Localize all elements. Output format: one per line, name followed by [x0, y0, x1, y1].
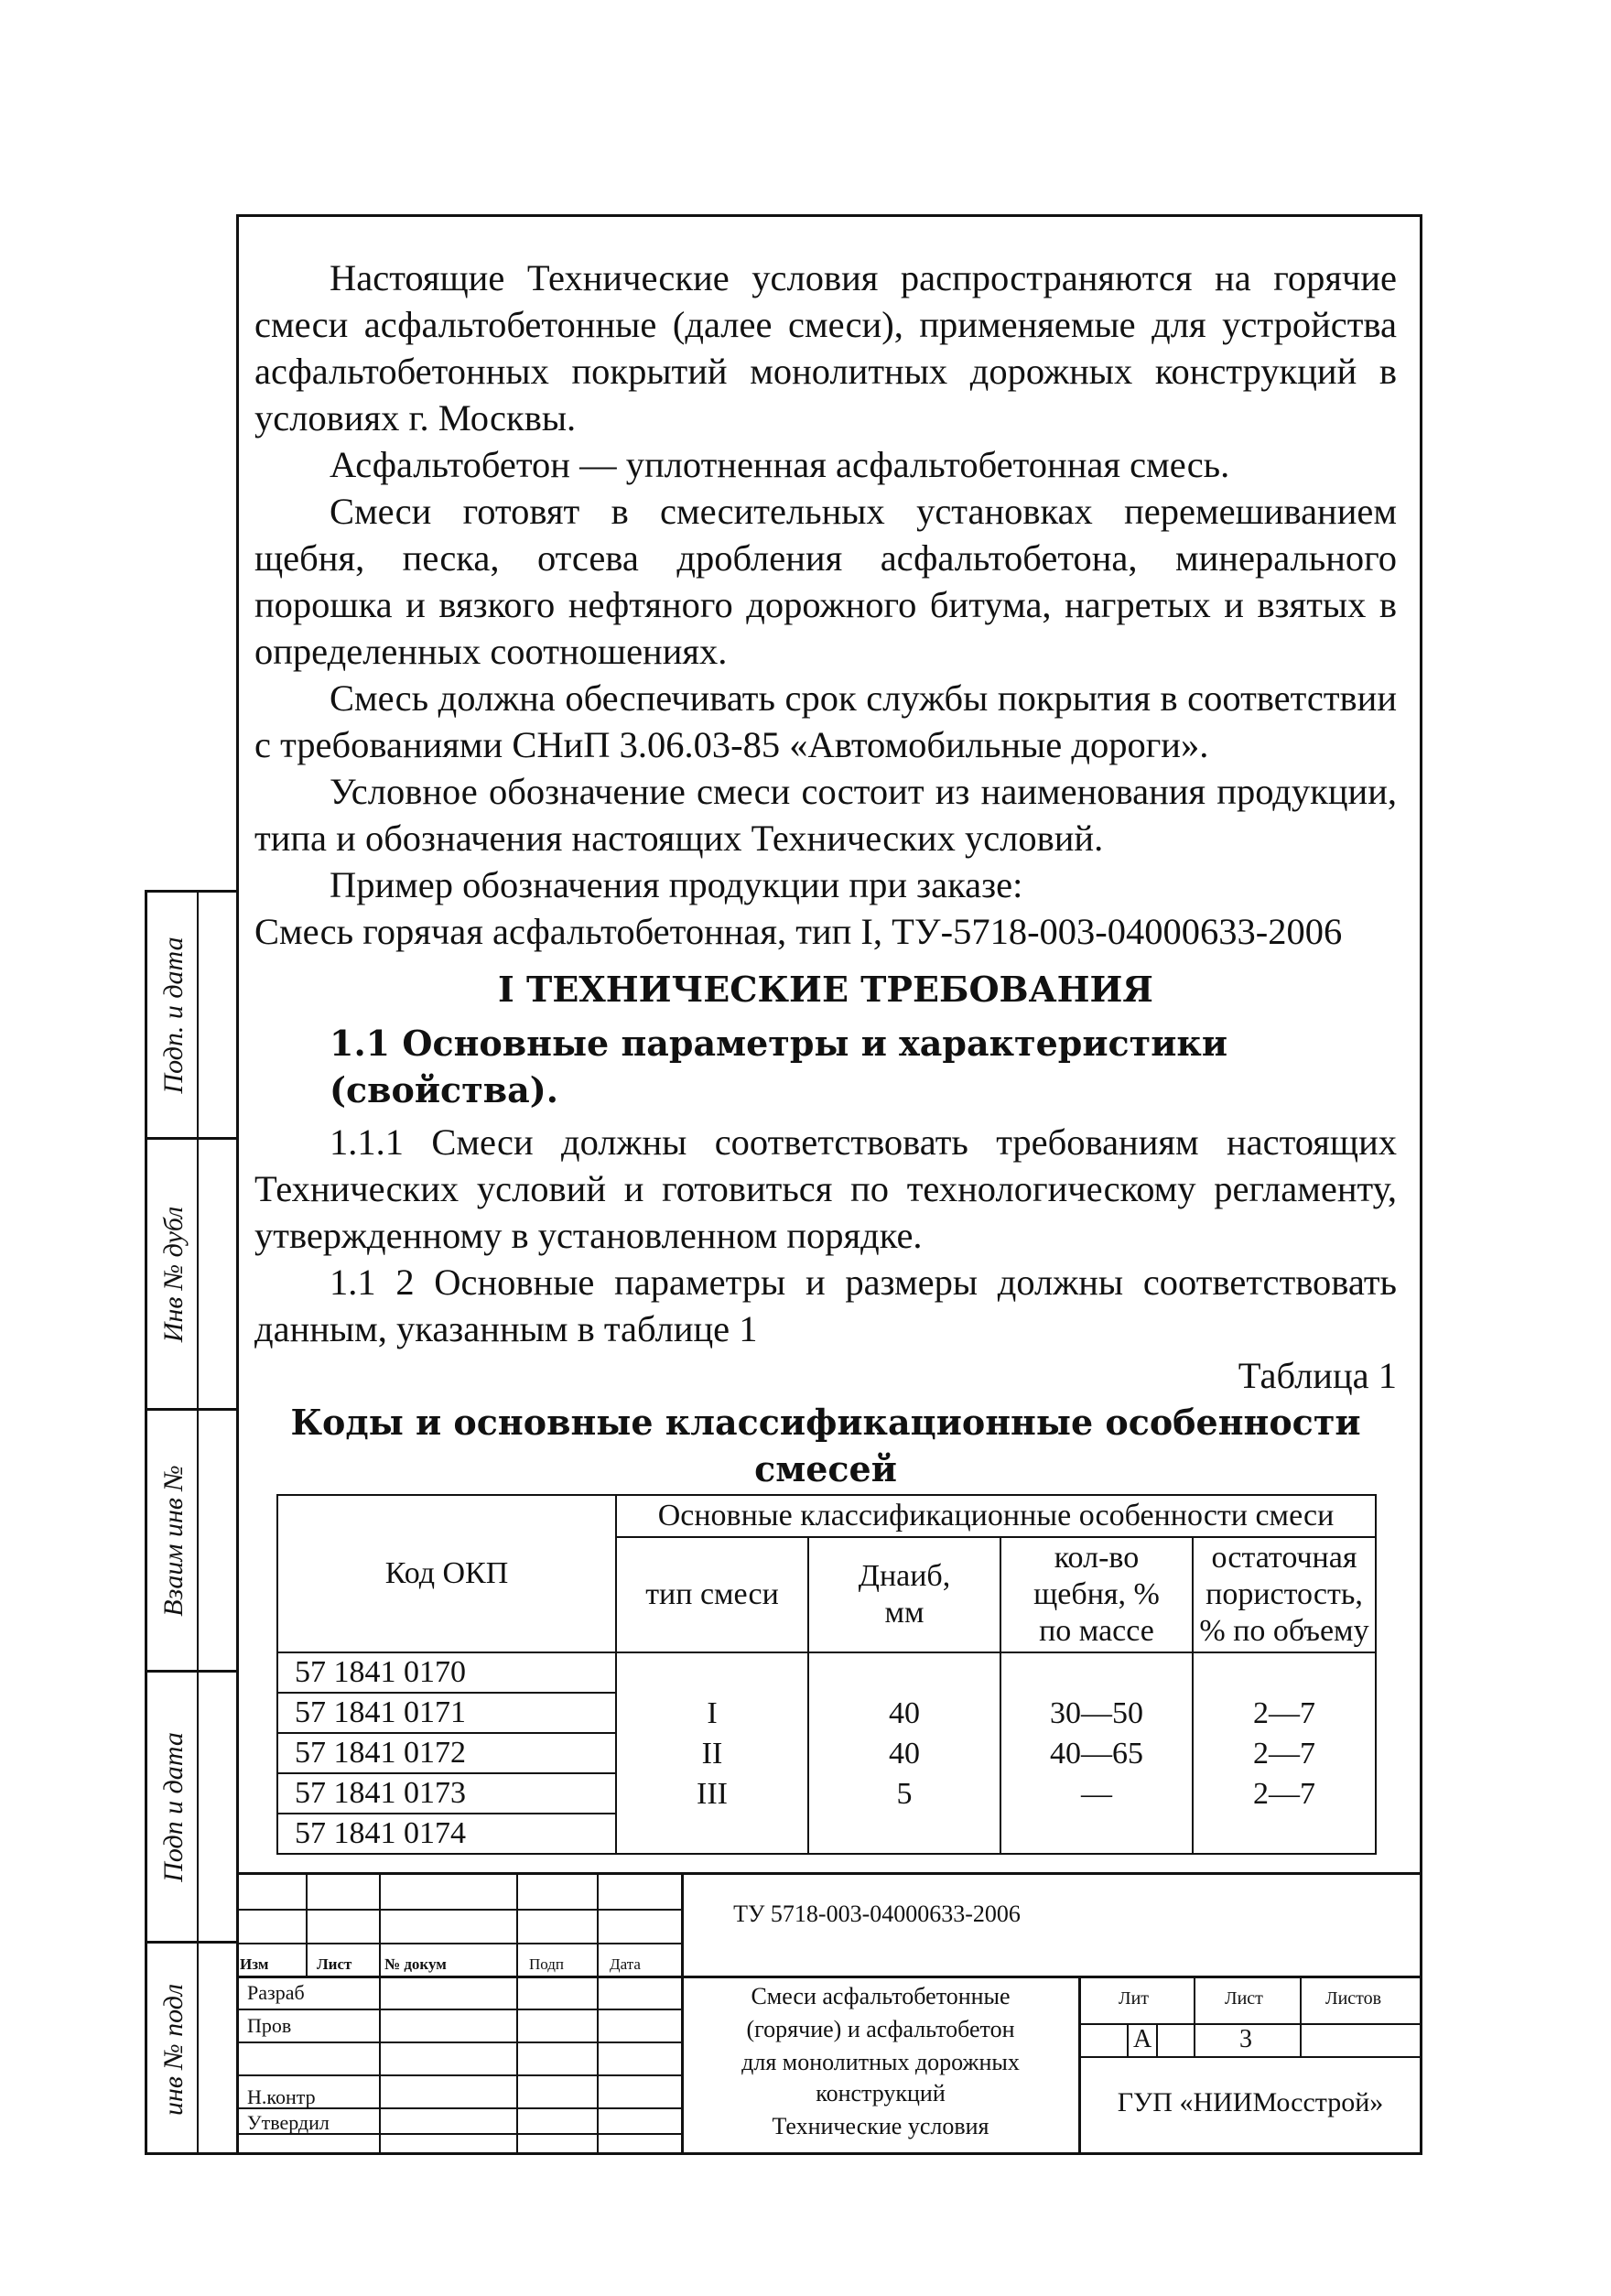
dmax-value: 40: [889, 1737, 920, 1771]
section-title: I ТЕХНИЧЕСКИЕ ТРЕБОВАНИЯ: [498, 969, 1153, 1010]
mix-type-values: [616, 1652, 808, 1854]
table-caption: Коды и основные классификационные особенности смесей: [290, 1402, 1361, 1489]
header-dmax-line1: Днаиб,: [858, 1559, 951, 1593]
subsection-title: 1.1 Основные параметры и характеристики (свойства).: [330, 1023, 1228, 1110]
gravel-values: [1000, 1652, 1193, 1854]
porosity-value: 2—7: [1253, 1777, 1315, 1811]
tb-line: [516, 1875, 518, 2155]
col-dokum: № докум: [384, 1955, 447, 1973]
tb-line: [236, 2074, 681, 2076]
label-sheets: Листов: [1325, 1988, 1382, 2009]
side-cell-sign-date-2: [147, 1673, 239, 1944]
product-name-line5: Технические условия: [772, 2113, 989, 2139]
dmax-value: 5: [896, 1777, 913, 1811]
col-data: Дата: [610, 1955, 641, 1973]
dmax-values: [808, 1652, 1000, 1854]
header-porosity: [1193, 1537, 1376, 1652]
organization: ГУП «НИИМосстрой»: [1117, 2087, 1384, 2117]
header-dmax-line2: мм: [884, 1596, 924, 1630]
header-group: Основные классификационные особенности смеси: [616, 1495, 1376, 1537]
header-porosity-line1: остаточная: [1211, 1541, 1357, 1575]
paragraph-example-intro: Пример обозначения продукции при заказе:: [330, 864, 1023, 905]
product-name-line2: (горячие) и асфальтобетон: [746, 2016, 1015, 2042]
tb-line: [236, 1909, 681, 1911]
okp-code: 57 1841 0174: [295, 1816, 466, 1850]
gravel-value: 30—50: [1050, 1696, 1143, 1730]
row-nkontr: Н.контр: [247, 2085, 316, 2108]
document-body: [254, 255, 1397, 1492]
mix-type-value: I: [707, 1696, 718, 1730]
side-cell-mutual-inv: [147, 1411, 239, 1673]
mix-type-value: III: [697, 1777, 728, 1811]
lit-value: А: [1133, 2025, 1152, 2053]
side-label-dup-inv: Инв № дубл: [158, 1206, 189, 1342]
tb-line: [236, 1943, 681, 1944]
header-gravel-line2: щебня, %: [1033, 1577, 1160, 1611]
col-list: Лист: [317, 1955, 352, 1973]
okp-code: 57 1841 0171: [278, 1694, 615, 1734]
header-porosity-line3: % по объему: [1199, 1614, 1369, 1648]
tb-line: [1300, 1976, 1302, 2056]
label-sheet: Лист: [1225, 1988, 1263, 2009]
tb-line: [1194, 1976, 1195, 2056]
gravel-value: 40—65: [1050, 1737, 1143, 1771]
side-label-sign-date: Подп. и дата: [158, 936, 189, 1094]
header-mix-type: тип смеси: [616, 1537, 808, 1652]
side-label-box: [151, 893, 199, 1137]
tb-line: [1127, 2025, 1129, 2056]
tb-divider: [681, 1875, 684, 2155]
product-name-line3: для монолитных дорожных: [741, 2049, 1020, 2075]
tb-line: [236, 2041, 681, 2043]
paragraph-scope: Настоящие Технические условия распространяются на горячие смеси асфальтобетонные (далее смеси), применяемые для устройства асфальтобетонных покрытий монолитных дорожных конструкций в условиях г. Москвы.: [254, 257, 1397, 439]
mix-type-value: II: [701, 1737, 723, 1771]
tb-line: [1078, 2056, 1422, 2058]
col-izm: Изм: [240, 1955, 269, 1973]
tb-line: [1156, 2025, 1158, 2056]
okp-code: 57 1841 0173: [278, 1774, 615, 1814]
title-block: [236, 1872, 1422, 2155]
side-cell-orig-inv: [147, 1944, 239, 2155]
paragraph-preparation: Смеси готовят в смесительных установках перемешиванием щебня, песка, отсева дробления асфальтобетона, минерального порошка и вязкого нефтяного дорожного битума, нагретых и взятых в определенных соотношениях.: [254, 491, 1397, 672]
clause-1-1-1: 1.1.1 Смеси должны соответствовать требованиям настоящих Технических условий и готовиться по технологическому регламенту, утвержденному в установленном порядке.: [254, 1121, 1397, 1256]
header-gravel-line1: кол-во: [1054, 1541, 1140, 1575]
side-stamp: [145, 890, 236, 2155]
product-name-line1: Смеси асфальтобетонные: [751, 1983, 1011, 2009]
gravel-value: —: [1081, 1777, 1112, 1811]
header-gravel-line3: по массе: [1039, 1614, 1154, 1648]
header-okp-code: Код ОКП: [277, 1495, 616, 1652]
paragraph-service-life: Смесь должна обеспечивать срок службы покрытия в соответствии с требованиями СНиП 3.06.03-85 «Автомобильные дороги».: [254, 677, 1397, 765]
porosity-value: 2—7: [1253, 1737, 1315, 1771]
sheet-number: 3: [1239, 2025, 1252, 2053]
product-name-line4: конструкций: [816, 2080, 946, 2106]
tb-line: [1078, 1976, 1081, 2155]
side-label-box: [151, 1944, 199, 2155]
clause-1-1-2: 1.1 2 Основные параметры и размеры должны соответствовать данным, указанным в таблице 1: [254, 1262, 1397, 1349]
side-label-orig-inv: инв № подл: [158, 1983, 189, 2116]
tb-line: [597, 1875, 599, 2155]
side-label-mutual-inv: Взаим инв №: [158, 1464, 189, 1617]
side-cell-sign-date: [147, 893, 239, 1140]
okp-code: 57 1841 0170: [278, 1653, 615, 1694]
classification-table: [276, 1494, 1377, 1855]
porosity-values: [1193, 1652, 1376, 1854]
side-label-sign-date-2: Подп и дата: [158, 1731, 189, 1882]
row-utverdil: Утвердил: [247, 2111, 330, 2134]
header-gravel: [1000, 1537, 1193, 1652]
side-label-box: [151, 1411, 199, 1670]
table-label: Таблица 1: [1238, 1355, 1397, 1396]
paragraph-designation: Условное обозначение смеси состоит из наименования продукции, типа и обозначения настоящих Технических условий.: [254, 771, 1397, 859]
dmax-value: 40: [889, 1696, 920, 1730]
col-podp: Подп: [529, 1955, 565, 1973]
side-label-box: [151, 1140, 199, 1408]
tb-line: [236, 2009, 681, 2010]
side-label-box: [151, 1673, 199, 1941]
okp-code: 57 1841 0172: [278, 1734, 615, 1774]
side-cell-dup-inv: [147, 1140, 239, 1411]
label-lit: Лит: [1119, 1988, 1150, 2009]
header-porosity-line2: пористость,: [1206, 1577, 1363, 1611]
tb-line: [306, 1875, 308, 1978]
row-prov: Пров: [247, 2014, 292, 2037]
paragraph-example: Смесь горячая асфальтобетонная, тип I, ТУ-5718-003-04000633-2006: [254, 911, 1343, 952]
porosity-value: 2—7: [1253, 1696, 1315, 1730]
tb-line: [236, 1976, 1422, 1978]
okp-code-cell: [277, 1652, 616, 1854]
paragraph-definition: Асфальтобетон — уплотненная асфальтобетонная смесь.: [330, 444, 1230, 485]
doc-code: ТУ 5718-003-04000633-2006: [733, 1901, 1021, 1927]
tb-line: [379, 1875, 381, 2155]
row-razrab: Разраб: [247, 1981, 305, 2004]
header-dmax: [808, 1537, 1000, 1652]
